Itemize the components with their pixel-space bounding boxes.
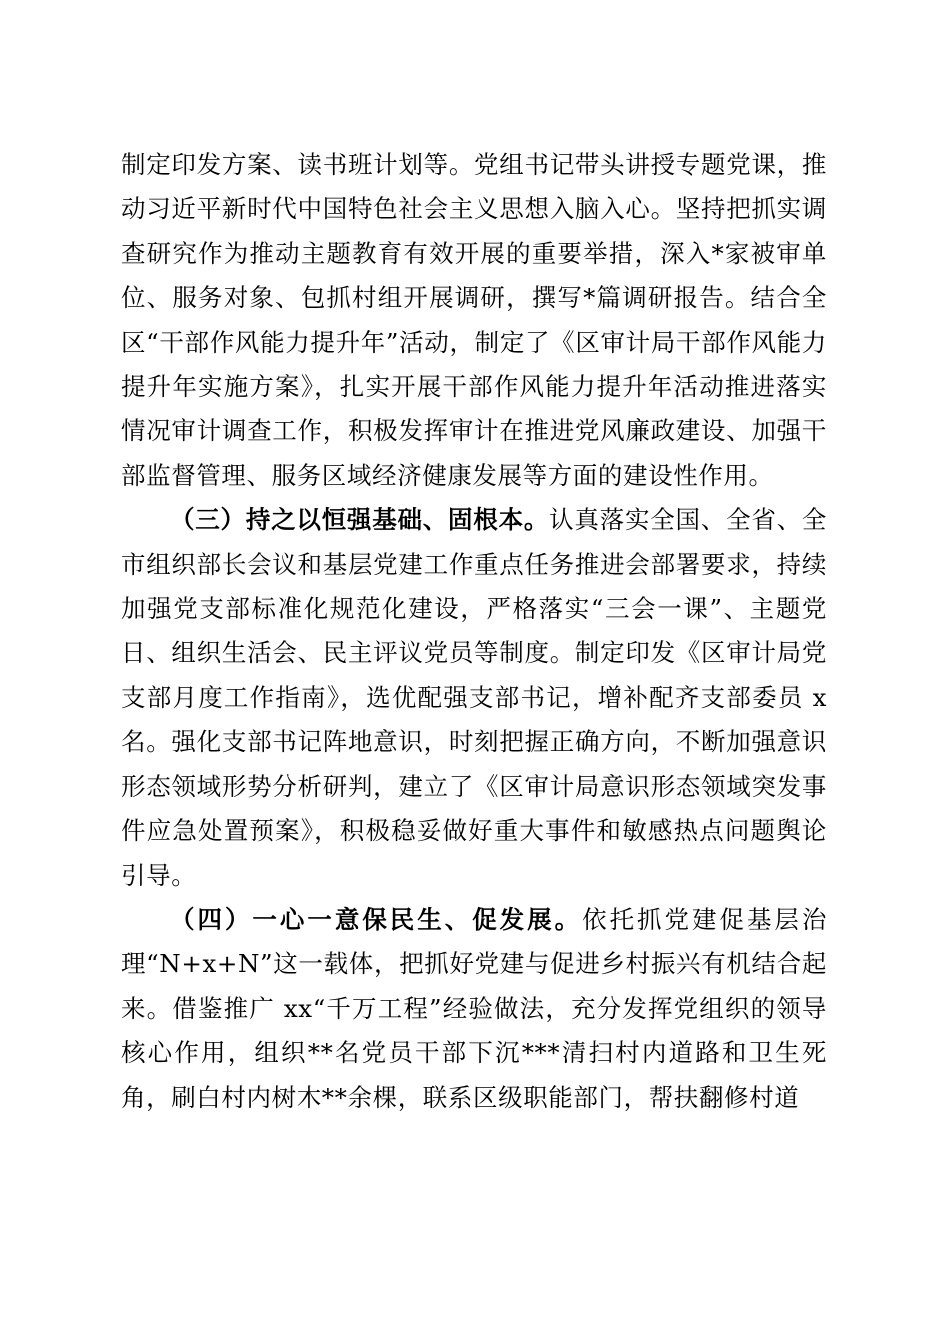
section-3-body-text: 认真落实全国、全省、全市组织部长会议和基层党建工作重点任务推进会部署要求，持续加强党支部标准化规范化建设，严格落实“三会一课”、主题党日、组织生活会、民主评议党员等制度。制定印发《区审计局党支部月度工作指南》，选优配强支部书记，增补配齐支部委员 x 名。强化支部书记阵地意识，时刻把握正确方向，不断加强意识形态领域形势分析研判，建立了《区审计局意识形态领域突发事件应急处置预案》，积极稳妥做好重大事件和敏感热点问题舆论引导。 <box>121 505 827 890</box>
section-4-heading: （四）一心一意保民生、促发展。 <box>170 904 583 934</box>
section-3-heading: （三）持之以恒强基础、固根本。 <box>170 505 550 535</box>
section-4-body-text: 依托抓党建促基层治理“N+x+N”这一载体，把抓好党建与促进乡村振兴有机结合起来。借鉴推广 xx“千万工程”经验做法，充分发挥党组织的领导核心作用，组织**名党员干部下沉***清扫村内道路和卫生死角，刷白村内树木**余棵，联系区级职能部门，帮扶翻修村道 <box>121 904 827 1112</box>
paragraph-section-4 <box>121 898 827 1120</box>
paragraph-section-3 <box>121 498 827 898</box>
paragraph-continued <box>121 143 827 498</box>
document-body <box>121 143 827 1120</box>
paragraph-body-text: 制定印发方案、读书班计划等。党组书记带头讲授专题党课，推动习近平新时代中国特色社会主义思想入脑入心。坚持把抓实调查研究作为推动主题教育有效开展的重要举措，深入*家被审单位、服务对象、包抓村组开展调研，撰写*篇调研报告。结合全区“干部作风能力提升年”活动，制定了《区审计局干部作风能力提升年实施方案》，扎实开展干部作风能力提升年活动推进落实情况审计调查工作，积极发挥审计在推进党风廉政建设、加强干部监督管理、服务区域经济健康发展等方面的建设性作用。 <box>121 150 827 490</box>
